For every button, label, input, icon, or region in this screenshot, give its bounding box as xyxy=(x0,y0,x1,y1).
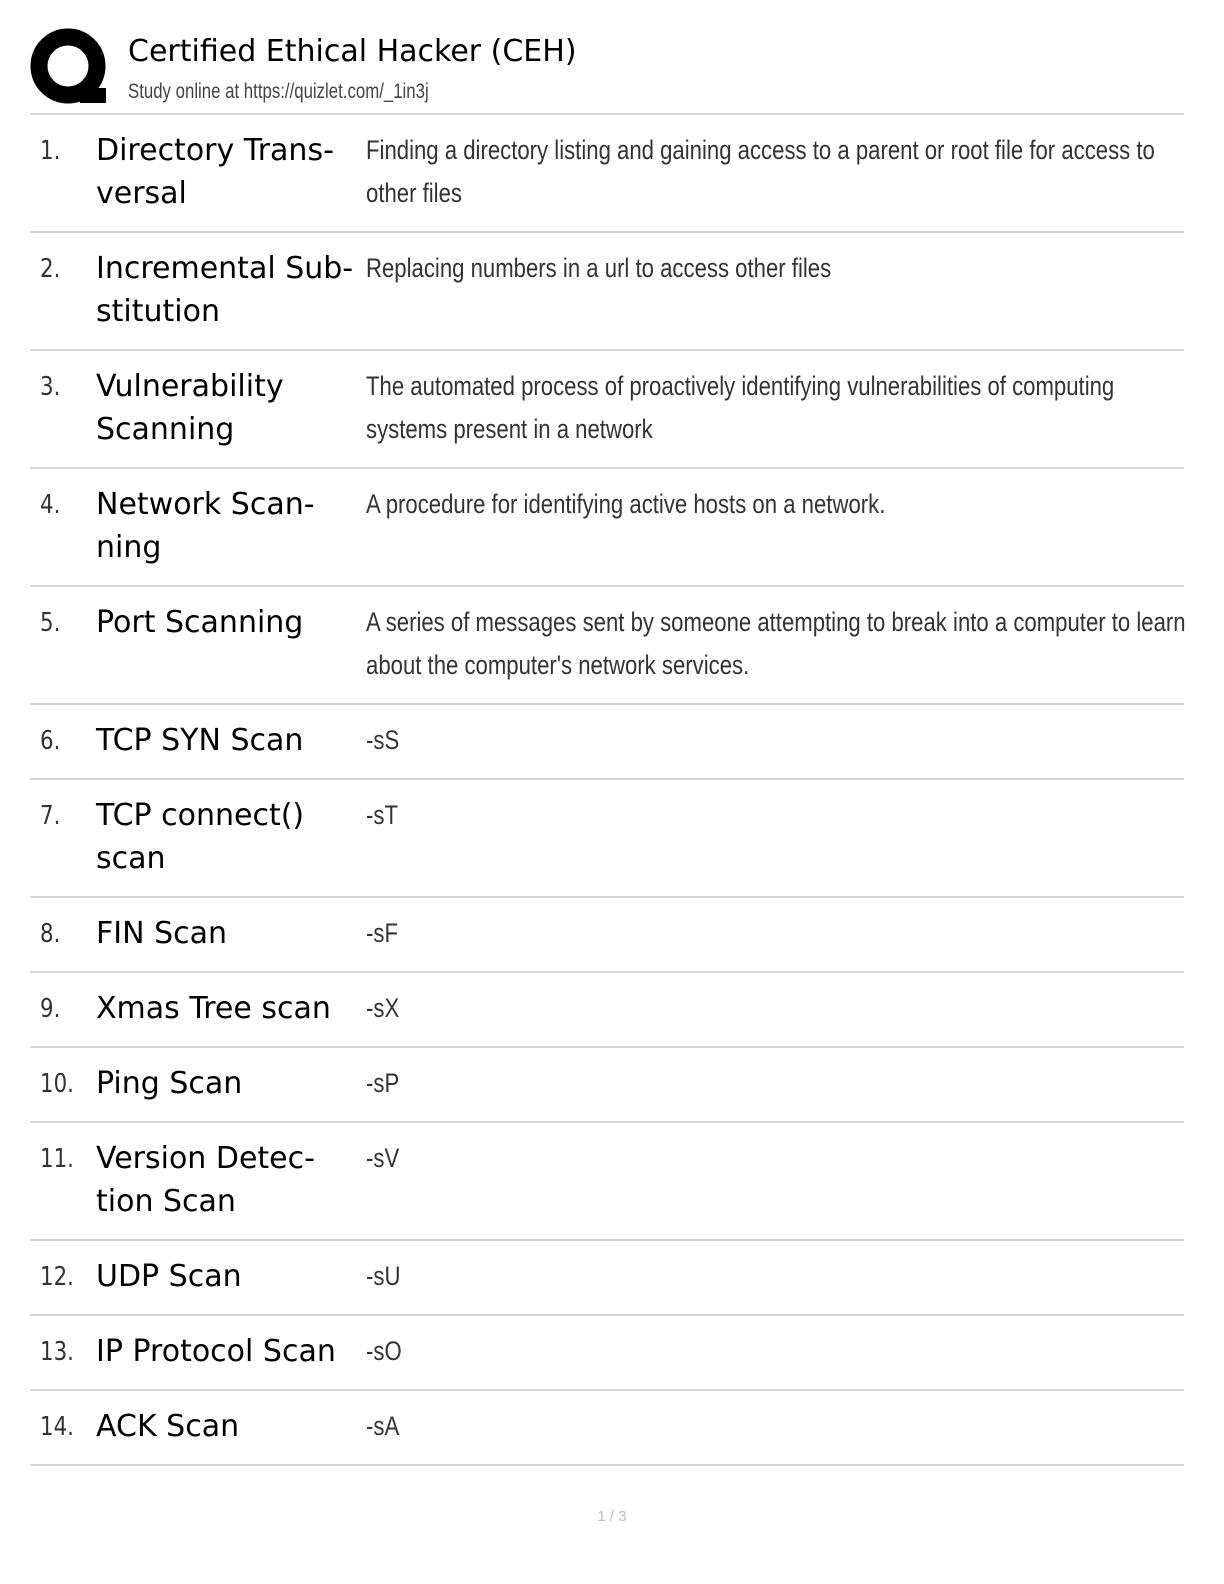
term-number: 5. xyxy=(40,608,61,638)
term-name: TCP connect() scan xyxy=(96,798,305,876)
term-definition: -sP xyxy=(366,1068,400,1098)
term-row xyxy=(30,469,1184,587)
term-definition: -sF xyxy=(366,918,398,948)
term-definition: -sV xyxy=(366,1143,400,1173)
term-definition: -sT xyxy=(366,800,398,830)
term-row xyxy=(30,705,1184,780)
term-row xyxy=(30,1048,1184,1123)
term-number: 4. xyxy=(40,490,61,520)
term-number: 11. xyxy=(40,1144,74,1174)
term-name: UDP Scan xyxy=(96,1259,242,1294)
study-online-link[interactable]: Study online at https://quizlet.com/_1in3j xyxy=(128,80,429,103)
term-row xyxy=(30,233,1184,351)
term-number: 2. xyxy=(40,254,61,284)
term-definition: Finding a directory listing and gaining access to a parent or root file for access to other files xyxy=(366,135,1155,208)
term-number: 13. xyxy=(40,1337,74,1367)
term-definition: A procedure for identifying active hosts on a network. xyxy=(366,489,886,519)
term-number: 12. xyxy=(40,1262,74,1292)
quizlet-logo-icon xyxy=(30,28,112,110)
term-number: 1. xyxy=(40,136,61,166)
document-header xyxy=(30,28,1184,114)
term-number: 10. xyxy=(40,1069,74,1099)
term-row xyxy=(30,351,1184,469)
term-row xyxy=(30,973,1184,1048)
term-name: Vulnerability Scanning xyxy=(96,369,284,447)
term-definition: -sX xyxy=(366,993,400,1023)
term-number: 9. xyxy=(40,994,61,1024)
term-name: Network Scan- ning xyxy=(96,487,315,565)
term-name: Incremental Sub- stitution xyxy=(96,251,354,329)
term-number: 8. xyxy=(40,919,61,949)
term-name: FIN Scan xyxy=(96,916,228,951)
term-definition: -sU xyxy=(366,1261,401,1291)
term-definition: A series of messages sent by someone attempting to break into a computer to learn about the computer's network services. xyxy=(366,607,1186,680)
term-row xyxy=(30,1316,1184,1391)
term-definition: -sO xyxy=(366,1336,402,1366)
term-row xyxy=(30,1123,1184,1241)
term-number: 7. xyxy=(40,801,61,831)
term-name: Ping Scan xyxy=(96,1066,243,1101)
terms-list xyxy=(30,115,1184,1466)
term-row xyxy=(30,587,1184,705)
term-definition: -sS xyxy=(366,725,400,755)
term-name: Version Detec- tion Scan xyxy=(96,1141,315,1219)
term-definition: -sA xyxy=(366,1411,400,1441)
term-row xyxy=(30,1391,1184,1466)
term-row xyxy=(30,780,1184,898)
document-title: Certified Ethical Hacker (CEH) xyxy=(128,34,577,69)
term-number: 3. xyxy=(40,372,61,402)
term-number: 14. xyxy=(40,1412,74,1442)
term-name: Port Scanning xyxy=(96,605,304,640)
term-name: Xmas Tree scan xyxy=(96,991,331,1026)
term-definition: The automated process of proactively identifying vulnerabilities of computing systems present in a network xyxy=(366,371,1115,444)
term-name: TCP SYN Scan xyxy=(96,723,304,758)
term-name: IP Protocol Scan xyxy=(96,1334,336,1369)
term-row xyxy=(30,898,1184,973)
term-name: Directory Trans- versal xyxy=(96,133,334,211)
term-number: 6. xyxy=(40,726,61,756)
term-row xyxy=(30,115,1184,233)
term-name: ACK Scan xyxy=(96,1409,240,1444)
term-row xyxy=(30,1241,1184,1316)
term-definition: Replacing numbers in a url to access other files xyxy=(366,253,832,283)
page-number: 1 / 3 xyxy=(597,1508,627,1525)
